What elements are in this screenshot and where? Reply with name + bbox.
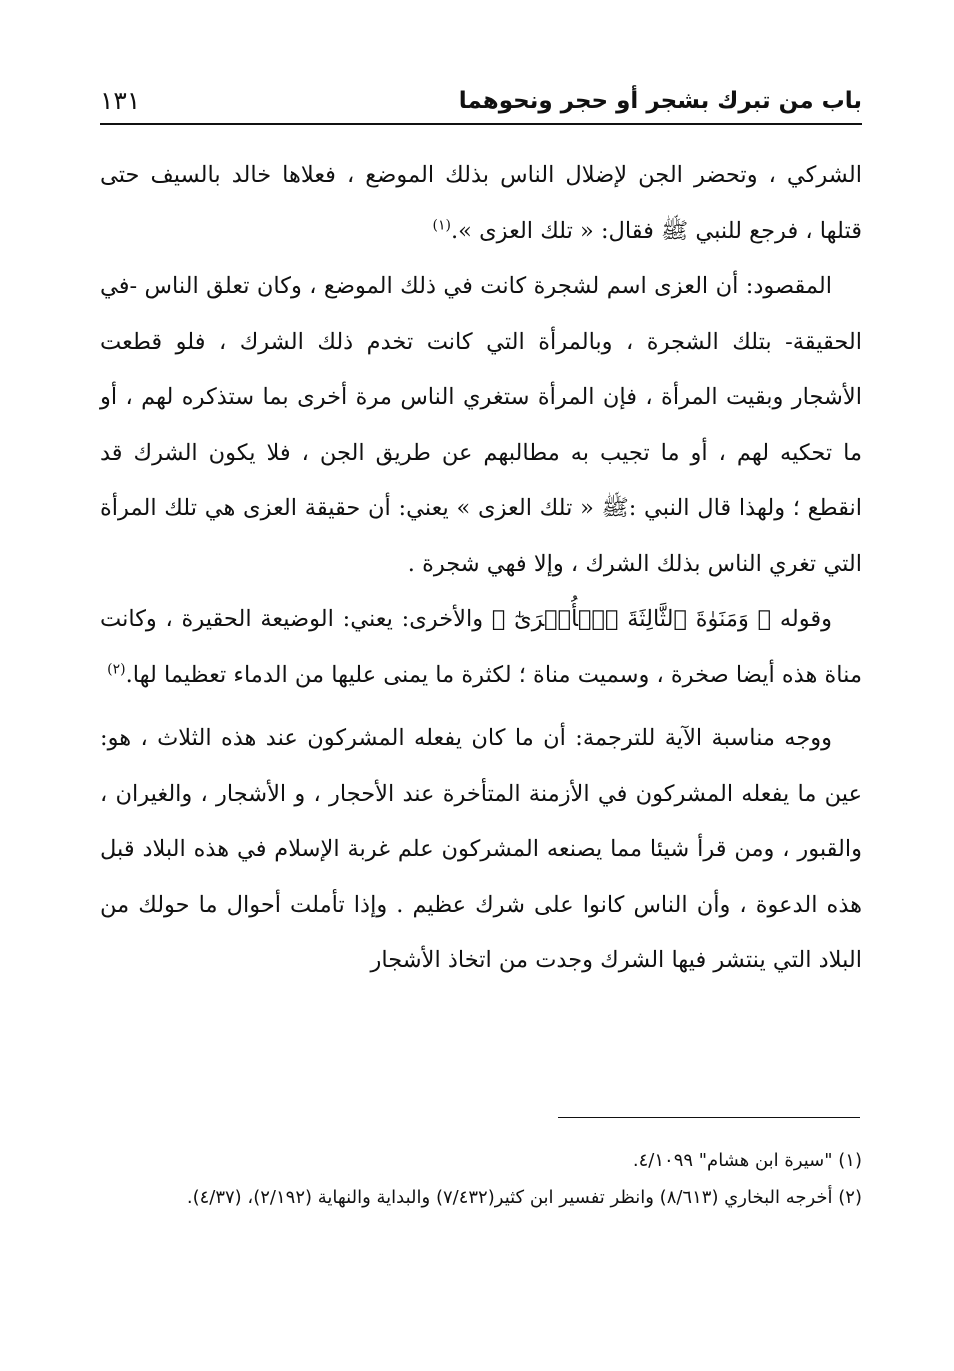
paragraph-3-text: وقوله ﴿ وَمَنَوٰةَ ٱلثَّالِثَةَ ٱلۡأُخۡرَىٰٓ ﴾ والأخرى: يعني: الوضيعة الحقيرة ، وكانت مناة هذه أيضا صخرة ، وسميت مناة ؛ لكثرة ما يمنى عليها من الدماء تعظيما لها.	[100, 606, 862, 688]
page-header	[100, 82, 862, 122]
page-number: ١٣١	[100, 86, 141, 115]
footnotes	[100, 1142, 862, 1216]
main-text	[100, 148, 862, 989]
header-rule	[100, 123, 862, 125]
paragraph-1-text: الشركي ، وتحضر الجن لإضلال الناس بذلك الموضع ، فعلاها خالد بالسيف حتى قتلها ، فرجع للنبي ﷺ فقال: « تلك العزى ».	[100, 162, 862, 244]
footnote-ref-2: (٢)	[107, 661, 126, 677]
footnote-separator	[558, 1117, 860, 1118]
paragraph-1	[100, 148, 862, 259]
running-title: باب من تبرك بشجر أو حجر ونحوهما	[458, 88, 862, 114]
paragraph-4: ووجه مناسبة الآية للترجمة: أن ما كان يفعله المشركون عند هذه الثلاث ، هو: عين ما يفعله المشركون في الأزمنة المتأخرة عند الأحجار ، و الأشجار ، والغيران ، والقبور ، ومن قرأ شيئا مما يصنعه المشركون علم غربة الإسلام في هذه البلاد قبل هذه الدعوة ، وأن الناس كانوا على شرك عظيم . وإذا تأملت أحوال ما حولك من البلاد التي ينتشر فيها الشرك وجدت من اتخاذ الأشجار	[100, 725, 862, 973]
paragraph-2: المقصود: أن العزى اسم لشجرة كانت في ذلك الموضع ، وكان تعلق الناس -في الحقيقة- بتلك الشجرة ، وبالمرأة التي كانت تخدم ذلك الشرك ، فلو قطعت الأشجار وبقيت المرأة ، فإن المرأة ستغري الناس مرة أخرى بما ستذكره لهم ، أو ما تحكيه لهم ، أو ما تجيب به مطالبهم عن طريق الجن ، فلا يكون الشرك قد انقطع ؛ ولهذا قال النبي :ﷺ « تلك العزى » يعني: أن حقيقة العزى هي تلك المرأة التي تغري الناس بذلك الشرك ، وإلا فهي شجرة .	[100, 273, 862, 577]
footnote-1: (١) "سيرة ابن هشام" ٤/١٠٩٩.	[632, 1150, 862, 1171]
footnote-ref-1: (١)	[432, 217, 451, 233]
paragraph-3	[100, 592, 862, 703]
footnote-2: (٢) أخرجه البخاري (٨/٦١٣) وانظر تفسير ابن كثير(٧/٤٣٢) والبداية والنهاية (٢/١٩٢)، (٤/٣٧).	[186, 1187, 862, 1208]
